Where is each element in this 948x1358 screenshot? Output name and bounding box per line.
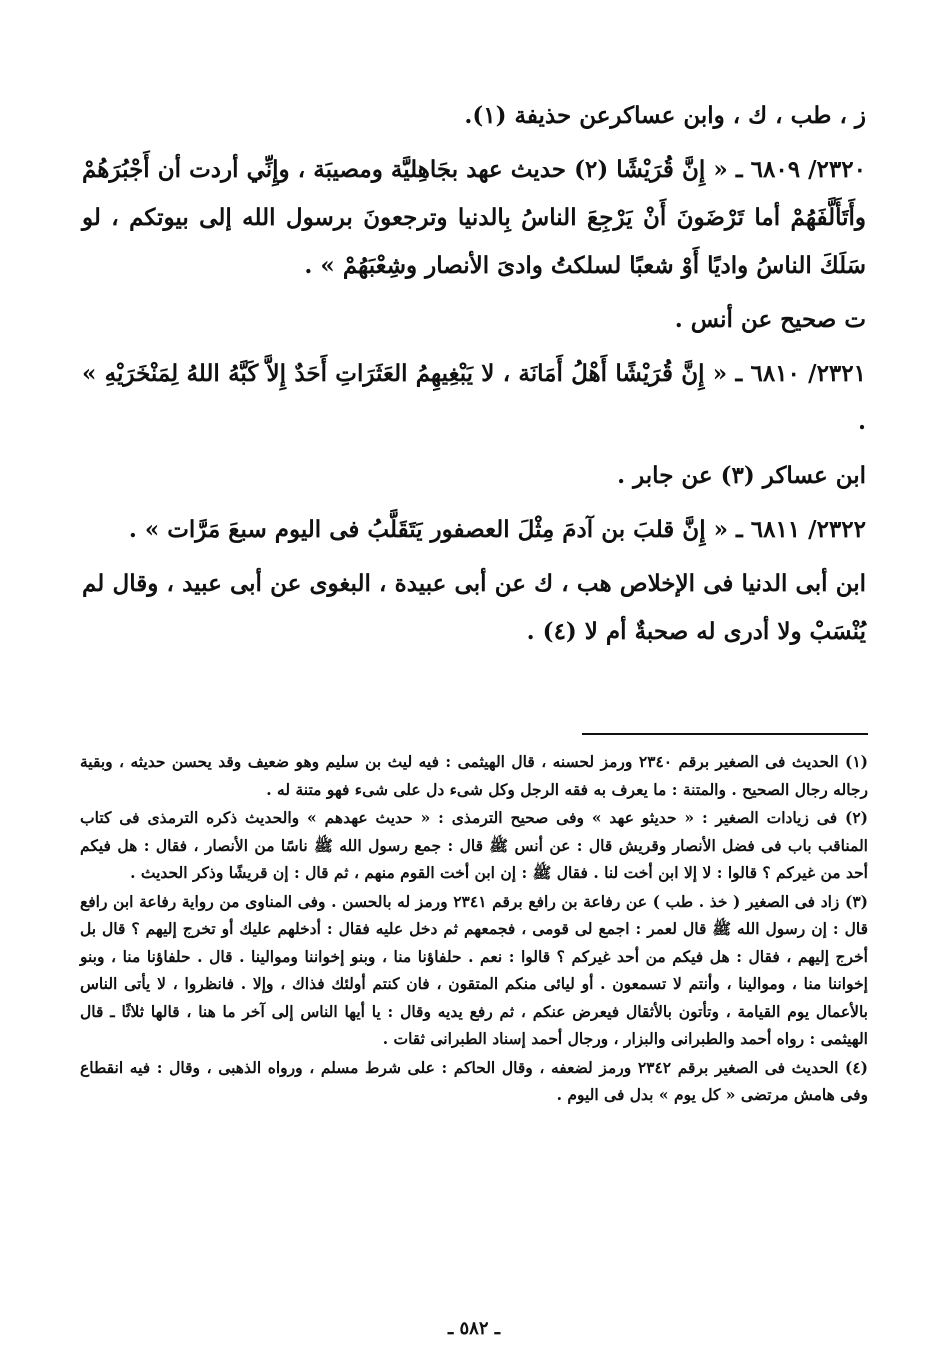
hadith-2321: ٢٣٢١/ ٦٨١٠ ـ « إِنَّ قُرَيْشًا أَهْلُ أَمَانَة ، لا يَبْغِيهِمُ العَثَرَاتِ أَحَدٌ إِلاَّ كَبَّهُ اللهُ لِمَنْخَرَيْهِ » .: [82, 360, 866, 435]
main-text: [82, 92, 866, 656]
footnote-1: (١) الحديث فى الصغير برقم ٢٣٤٠ ورمز لحسنه ، قال الهيثمى : فيه ليث بن سليم وهو ضعيف وقد يحسن حديثه ، وبقية رجاله رجال الصحيح . والمتنة : ما يعرف به فقه الرجل وكل شىء دل على شىء فهو متنة له .: [80, 752, 868, 799]
page-number: ـ ٥٨٢ ـ: [447, 1318, 501, 1339]
source-line: ت صحيح عن أنس .: [674, 306, 866, 333]
hadith-2320: ٢٣٢٠/ ٦٨٠٩ ـ « إِنَّ قُرَيْشًا (٢) حديث عهد بجَاهِليَّة ومصيبَة ، وإِنِّي أردت أن أَجْبُرَهُمْ وأَتَأَلَّفَهُمْ أما تَرْضَونَ أَنْ يَرْجِعَ الناسُ بِالدنيا وترجعونَ برسول الله إلى بيوتكم ، لو سَلَكَ الناسُ واديًا أَوْ شعبًا لسلكتُ وادىَ الأنصار وشِعْبَهُمْ » .: [82, 156, 866, 279]
hadith-2322: ٢٣٢٢/ ٦٨١١ ـ « إِنَّ قلبَ بن آدمَ مِثْلَ العصفور يَتَقَلَّبُ فى اليوم سبعَ مَرَّات » .: [128, 516, 866, 543]
source-line: ابن أبى الدنيا فى الإخلاص هب ، ك عن أبى عبيدة ، البغوى عن أبى عبيد ، وقال لم يُنْسَبْ ولا أدرى له صحبةٌ أم لا (٤) .: [82, 570, 866, 645]
footnotes: [80, 748, 868, 1110]
footnote-4: (٤) الحديث فى الصغير برقم ٢٣٤٢ ورمز لضعفه ، وقال الحاكم : على شرط مسلم ، ورواه الذهبى ، وقال : فيه انقطاع وفى هامش مرتضى « كل يوم » بدل فى اليوم .: [80, 1057, 868, 1104]
footnote-2: (٢) فى زيادات الصغير : « حديثو عهد » وفى صحيح الترمذى : « حديث عهدهم » والحديث ذكره الترمذى فى كتاب المناقب باب فى فضل الأنصار وقريش قال : عن أنس ﷺ قال : جمع رسول الله ﷺ ناسًا من الأنصار ، فقال : هل فيكم أحد من غيركم ؟ قالوا : لا إلا ابن أخت لنا . فقال ﷺ : إن ابن أخت القوم منهم ، ثم قال : إن قريشًا وذكر الحديث .: [80, 808, 868, 882]
footnote-3: (٣) زاد فى الصغير ( خذ . طب ) عن رفاعة بن رافع برقم ٢٣٤١ ورمز له بالحسن . وفى المناوى من رواية رفاعة ابن رافع قال : إن رسول الله ﷺ قال لعمر : اجمع لى قومى ، فجمعهم ثم دخل عليه فقال : أدخلهم عليك أو تخرج إليهم ؟ قال بل أخرج إليهم ، فقال : هل فيكم من أحد غيركم ؟ قالوا : نعم . حلفاؤنا منا ، وبنو إخواننا وموالينا . قال . حلفاؤنا منا ، وبنو إخواننا منا ، وموالينا ، وأنتم لا تسمعون . أو ليائى منكم المتقون ، فان كنتم أولئك فذاك ، وإلا . فانظروا ، لا يأتى الناس بالأعمال يوم القيامة ، وتأتون بالأثقال فيعرض عنكم ، ثم رفع يديه وقال : يا أيها الناس إلى آخر ما هنا ، قالها ثلاثًا ـ قال الهيثمى : رواه أحمد والطبرانى والبزار ، ورجال أحمد إسناد الطبرانى ثقات .: [80, 891, 869, 1048]
footnote-separator: [582, 733, 868, 735]
source-line: ابن عساكر (٣) عن جابر .: [617, 462, 866, 489]
source-line: ز ، طب ، ك ، وابن عساكرعن حذيفة (١).: [464, 102, 866, 129]
